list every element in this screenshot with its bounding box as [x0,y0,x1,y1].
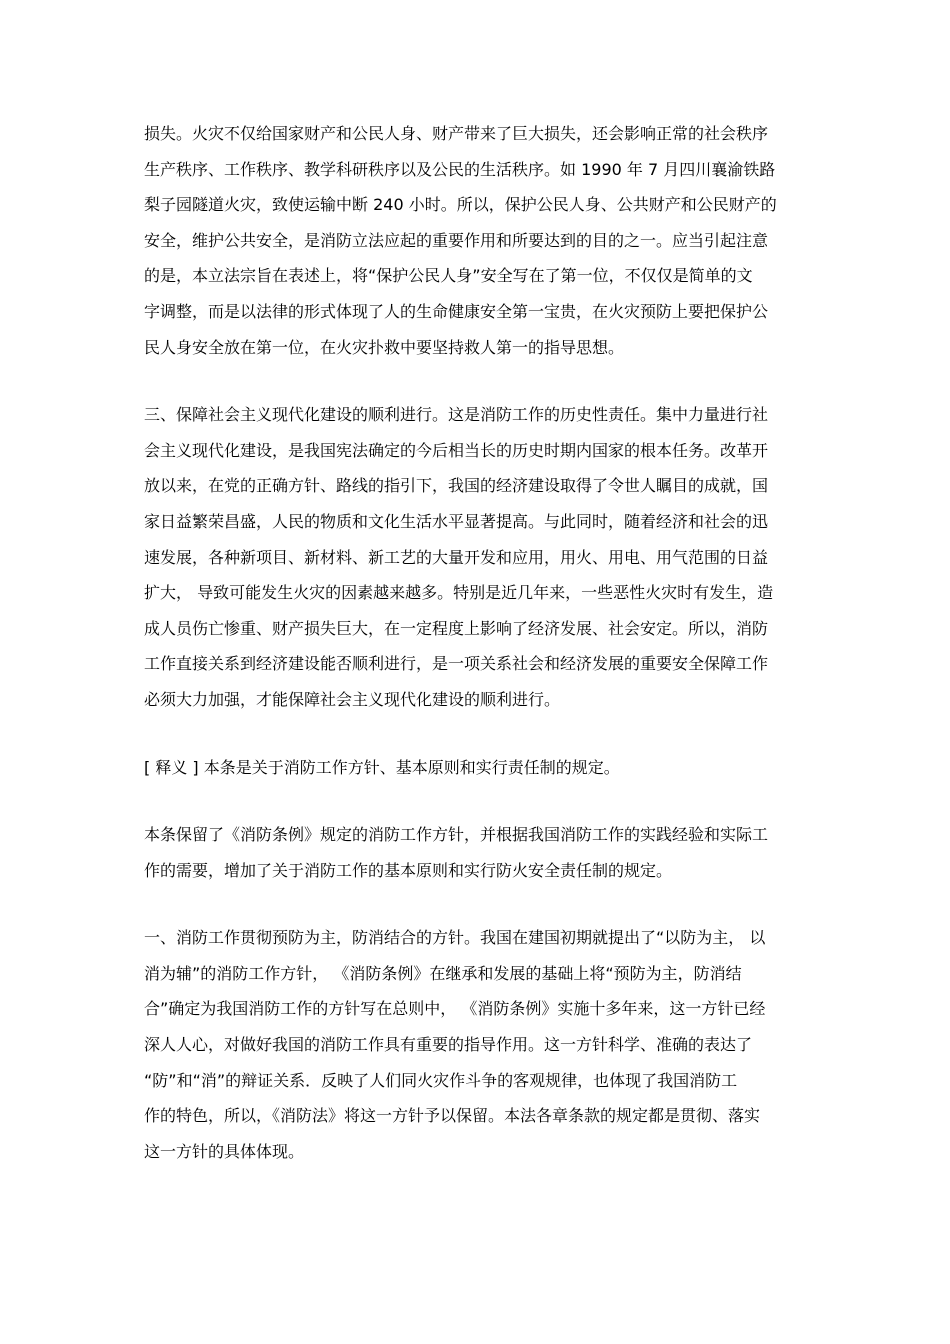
text-line: 会主义现代化建设，是我国宪法确定的今后相当长的历史时期内国家的根本任务。改革开 [144,440,769,460]
document-body [144,116,806,1169]
text-line: 梨子园隧道火灾，致使运输中断 240 小时。所以，保护公民人身、公共财产和公民财产的 [144,195,777,215]
text-line: 字调整，而是以法律的形式体现了人的生命健康安全第一宝贵，在火灾预防上要把保护公 [144,301,769,321]
paragraph-interpretation [144,750,806,786]
text-line: 作的特色，所以，《消防法》将这一方针予以保留。本法各章条款的规定都是贯彻、落实 [144,1106,761,1126]
text-line: 损失。火灾不仅给国家财产和公民人身、财产带来了巨大损失，还会影响正常的社会秩序 [144,124,769,143]
text-line: 安全，维护公共安全，是消防立法应起的重要作用和所要达到的目的之一。应当引起注意 [144,230,769,250]
paragraph-policy-retained [144,817,806,888]
text-line: 本条保留了《消防条例》规定的消防工作方针，并根据我国消防工作的实践经验和实际工 [144,825,769,845]
text-line: 消为辅”的消防工作方针， 《消防条例》在继承和发展的基础上将“预防为主，防消结 [144,963,742,983]
text-line: 三、保障社会主义现代化建设的顺利进行。这是消防工作的历史性责任。集中力量进行社 [144,405,769,425]
text-line: 扩大， 导致可能发生火灾的因素越来越多。特别是近几年来，一些恶性火灾时有发生，造 [144,583,774,603]
text-line: 成人员伤亡惨重、财产损失巨大，在一定程度上影响了经济发展、社会安定。所以，消防 [144,618,769,638]
paragraph-prevention-policy [144,920,806,1169]
text-line: 工作直接关系到经济建设能否顺利进行，是一项关系社会和经济发展的重要安全保障工作 [144,654,769,674]
text-line: “防”和“消”的辩证关系．反映了人们同火灾作斗争的客观规律，也体现了我国消防工 [144,1070,738,1090]
text-line: 深人人心，对做好我国的消防工作具有重要的指导作用。这一方针科学、准确的表达了 [144,1035,753,1055]
text-line: 必须大力加强，才能保障社会主义现代化建设的顺利进行。 [144,689,561,709]
text-line: 放以来，在党的正确方针、路线的指引下，我国的经济建设取得了令世人瞩目的成就，国 [144,476,769,496]
text-line: 一、消防工作贯彻预防为主，防消结合的方针。我国在建国初期就提出了“以防为主， 以 [144,928,766,948]
text-line: [ 释义 ] 本条是关于消防工作方针、基本原则和实行责任制的规定。 [144,757,620,777]
text-line: 作的需要，增加了关于消防工作的基本原则和实行防火安全责任制的规定。 [144,860,673,880]
text-line: 速发展，各种新项目、新材料、新工艺的大量开发和应用，用火、用电、用气范围的日益 [144,547,769,567]
text-line: 这一方针的具体体现。 [144,1141,305,1161]
text-line: 民人身安全放在第一位，在火灾扑救中要坚持救人第一的指导思想。 [144,337,625,357]
paragraph-modernization [144,397,806,717]
text-line: 合”确定为我国消防工作的方针写在总则中， 《消防条例》实施十多年来，这一方针已经 [144,999,766,1019]
text-line: 的是，本立法宗旨在表述上，将“保护公民人身”安全写在了第一位，不仅仅是简单的文 [144,266,753,286]
text-line: 家日益繁荣昌盛，人民的物质和文化生活水平显著提高。与此同时，随着经济和社会的迅 [144,511,769,531]
paragraph-fire-loss [144,116,806,365]
text-line: 生产秩序、工作秩序、教学科研秩序以及公民的生活秩序。如 1990 年 7 月四川襄渝铁路 [144,159,776,179]
